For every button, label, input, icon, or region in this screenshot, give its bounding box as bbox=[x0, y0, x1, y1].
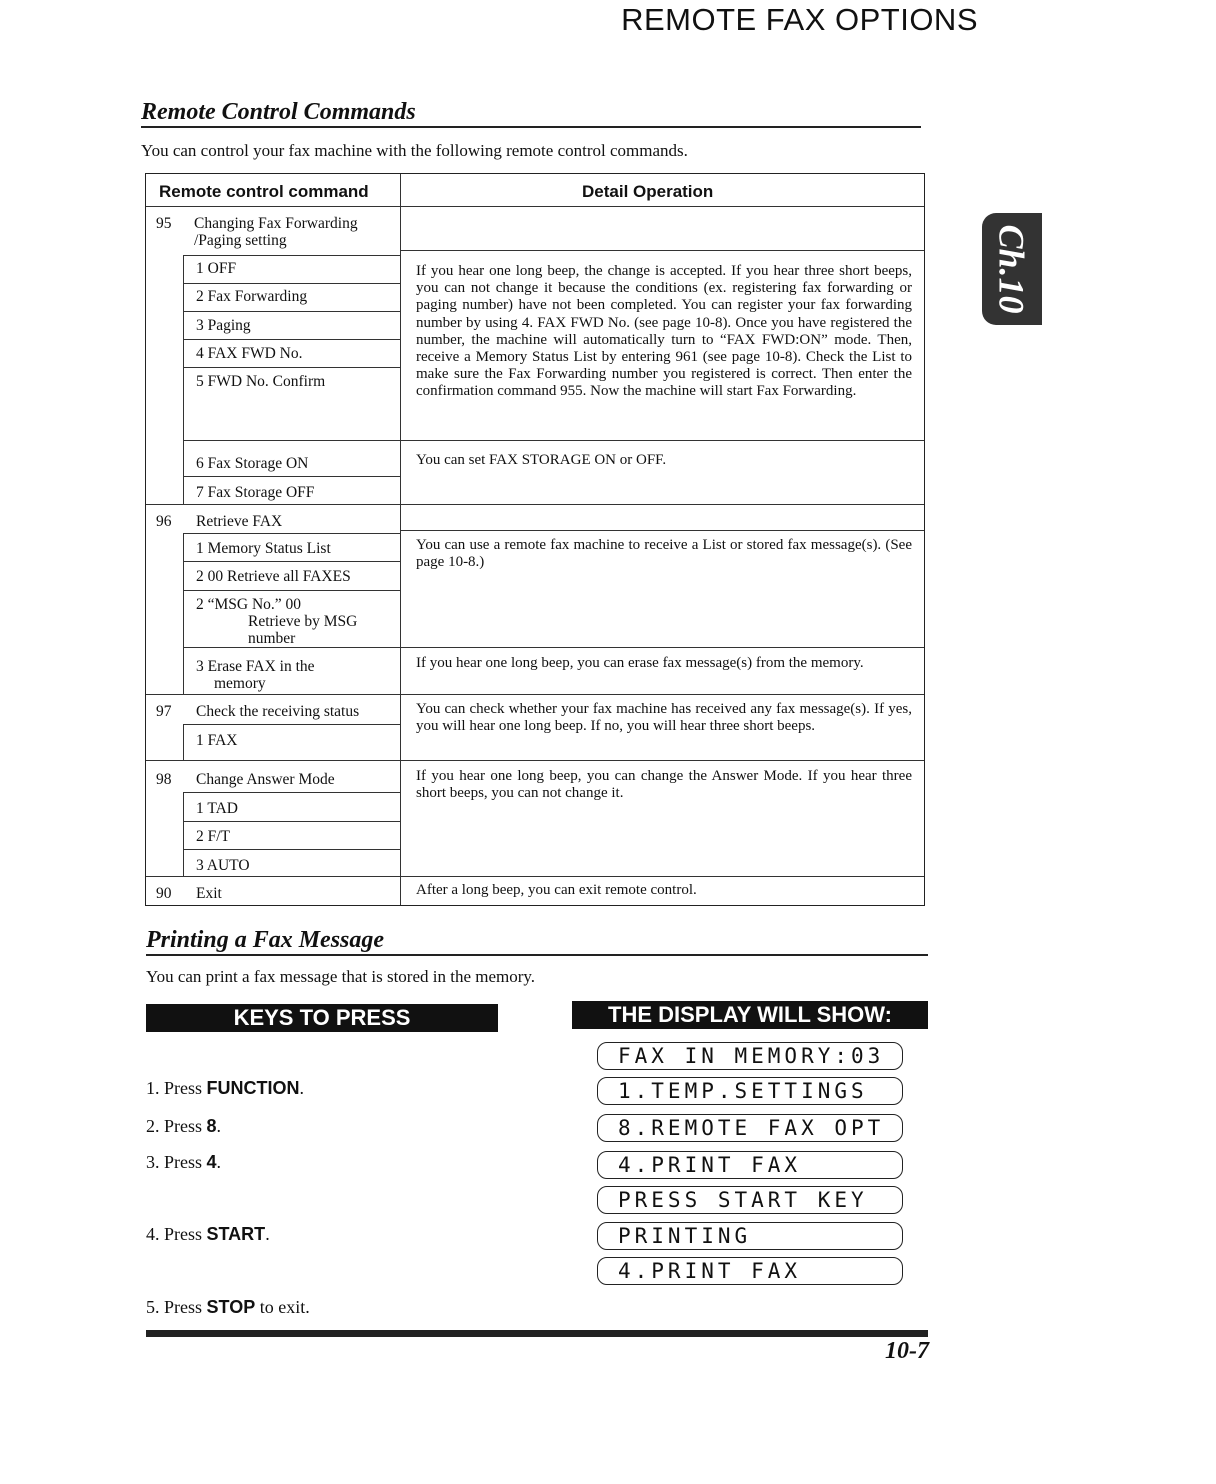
step-2: 2. Press 8. bbox=[146, 1116, 222, 1136]
sub-command: 4 FAX FWD No. bbox=[196, 345, 303, 362]
command-title: Exit bbox=[196, 885, 222, 902]
remote-intro: You can control your fax machine with the following remote control commands. bbox=[141, 141, 688, 160]
lcd-display: 8.REMOTE FAX OPT bbox=[597, 1114, 903, 1142]
table-rule bbox=[401, 250, 924, 251]
table-rule bbox=[183, 476, 401, 477]
table-rule bbox=[183, 821, 401, 822]
step-5: 5. Press STOP to exit. bbox=[146, 1297, 310, 1317]
step-1: 1. Press FUNCTION. bbox=[146, 1078, 305, 1098]
section-rule bbox=[146, 954, 928, 956]
table-rule bbox=[183, 533, 184, 694]
remote-command-table bbox=[145, 173, 925, 906]
remote-section-title: Remote Control Commands bbox=[141, 99, 416, 125]
table-rule bbox=[183, 724, 401, 725]
detail-text: You can check whether your fax machine has received any fax message(s). If yes, you will hear one long beep. If no, you will hear three short beeps. bbox=[416, 701, 912, 735]
display-banner bbox=[572, 1001, 928, 1029]
table-rule bbox=[401, 530, 924, 531]
table-rule bbox=[183, 255, 401, 256]
table-rule bbox=[146, 694, 924, 695]
table-rule bbox=[183, 849, 401, 850]
detail-text: If you hear one long beep, you can erase fax message(s) from the memory. bbox=[416, 655, 864, 671]
page-number: 10-7 bbox=[885, 1338, 929, 1364]
sub-command: memory bbox=[214, 675, 266, 692]
lcd-display: 4.PRINT FAX bbox=[597, 1151, 903, 1179]
lcd-display: 4.PRINT FAX bbox=[597, 1257, 903, 1285]
sub-command: 3 Erase FAX in the bbox=[196, 658, 315, 675]
sub-command: 1 TAD bbox=[196, 800, 238, 817]
header-command: Remote control command bbox=[159, 182, 369, 201]
table-rule bbox=[183, 440, 924, 441]
sub-command: 2 00 Retrieve all FAXES bbox=[196, 568, 351, 585]
sub-command: 1 OFF bbox=[196, 260, 237, 277]
table-rule bbox=[183, 283, 401, 284]
table-rule bbox=[183, 367, 401, 368]
sub-command: 2 Fax Forwarding bbox=[196, 288, 308, 305]
command-code: 90 bbox=[156, 885, 172, 902]
table-rule bbox=[183, 724, 184, 760]
table-rule bbox=[183, 339, 401, 340]
table-rule bbox=[183, 533, 401, 534]
detail-text: After a long beep, you can exit remote control. bbox=[416, 882, 697, 898]
sub-command: 7 Fax Storage OFF bbox=[196, 484, 315, 501]
lcd-display: FAX IN MEMORY:03 bbox=[597, 1042, 903, 1070]
step-4: 4. Press START. bbox=[146, 1224, 270, 1244]
header-detail: Detail Operation bbox=[582, 182, 714, 201]
detail-text: If you hear one long beep, you can change the Answer Mode. If you hear three short beeps, you can not change it. bbox=[416, 768, 912, 802]
sub-command: number bbox=[248, 630, 296, 647]
table-rule bbox=[146, 760, 924, 761]
table-rule bbox=[183, 561, 401, 562]
lcd-display: 1.TEMP.SETTINGS bbox=[597, 1077, 903, 1105]
printing-intro: You can print a fax message that is stored in the memory. bbox=[146, 967, 536, 986]
command-code: 97 bbox=[156, 703, 172, 720]
sub-command: 1 Memory Status List bbox=[196, 540, 331, 557]
table-rule bbox=[183, 792, 184, 876]
page-header-title: REMOTE FAX OPTIONS bbox=[621, 2, 978, 37]
keys-to-press-banner bbox=[146, 1004, 498, 1032]
keys-banner-label: KEYS TO PRESS bbox=[233, 1005, 411, 1030]
command-title: Check the receiving status bbox=[196, 703, 360, 720]
command-code: 98 bbox=[156, 771, 172, 788]
sub-command: 3 AUTO bbox=[196, 857, 250, 874]
section-rule bbox=[141, 126, 921, 128]
footer-bar bbox=[146, 1330, 928, 1337]
command-title: /Paging setting bbox=[194, 232, 287, 249]
command-title: Retrieve FAX bbox=[196, 513, 283, 530]
sub-command: Retrieve by MSG bbox=[248, 613, 358, 630]
command-code: 95 bbox=[156, 215, 172, 232]
display-banner-label: THE DISPLAY WILL SHOW: bbox=[608, 1002, 892, 1027]
table-rule bbox=[183, 311, 401, 312]
printing-section-title: Printing a Fax Message bbox=[146, 927, 385, 953]
chapter-tab bbox=[982, 213, 1042, 325]
lcd-display: PRINTING bbox=[597, 1222, 903, 1250]
lcd-display: PRESS START KEY bbox=[597, 1186, 903, 1214]
detail-text: You can set FAX STORAGE ON or OFF. bbox=[416, 452, 667, 468]
table-rule bbox=[146, 206, 924, 207]
sub-command: 6 Fax Storage ON bbox=[196, 455, 309, 472]
detail-text: If you hear one long beep, the change is accepted. If you hear three short beeps, you can not change it because the conditions (ex. registering fax forwarding or paging number) have not been completed. You can register your fax forwarding number by using 4. FAX FWD No. (see page 10-8). Once you have registered the number, the machine will automatically turn to “FAX FWD:ON” mode. Then, receive a Memory Status List by entering 961 (see page 10-8). Check the List to make sure the Fax Forwarding number you registered is correct. Then enter the confirmation command 955. Now the machine will start Fax Forwarding. bbox=[416, 263, 912, 400]
table-rule bbox=[146, 504, 924, 505]
step-3: 3. Press 4. bbox=[146, 1152, 222, 1172]
command-title: Change Answer Mode bbox=[196, 771, 335, 788]
command-title: Changing Fax Forwarding bbox=[194, 215, 358, 232]
sub-command: 3 Paging bbox=[196, 317, 251, 334]
table-rule bbox=[183, 792, 401, 793]
detail-text: You can use a remote fax machine to receive a List or stored fax message(s). (See page 10-8.) bbox=[416, 537, 912, 571]
sub-command: 5 FWD No. Confirm bbox=[196, 373, 326, 390]
sub-command: 1 FAX bbox=[196, 732, 238, 749]
command-code: 96 bbox=[156, 513, 172, 530]
table-rule bbox=[183, 255, 184, 504]
chapter-tab-label: Ch.10 bbox=[992, 224, 1033, 314]
table-rule bbox=[183, 647, 924, 648]
sub-command: 2 F/T bbox=[196, 828, 231, 845]
sub-command: 2 “MSG No.” 00 bbox=[196, 596, 302, 613]
table-rule bbox=[146, 876, 924, 877]
table-rule bbox=[183, 590, 401, 591]
